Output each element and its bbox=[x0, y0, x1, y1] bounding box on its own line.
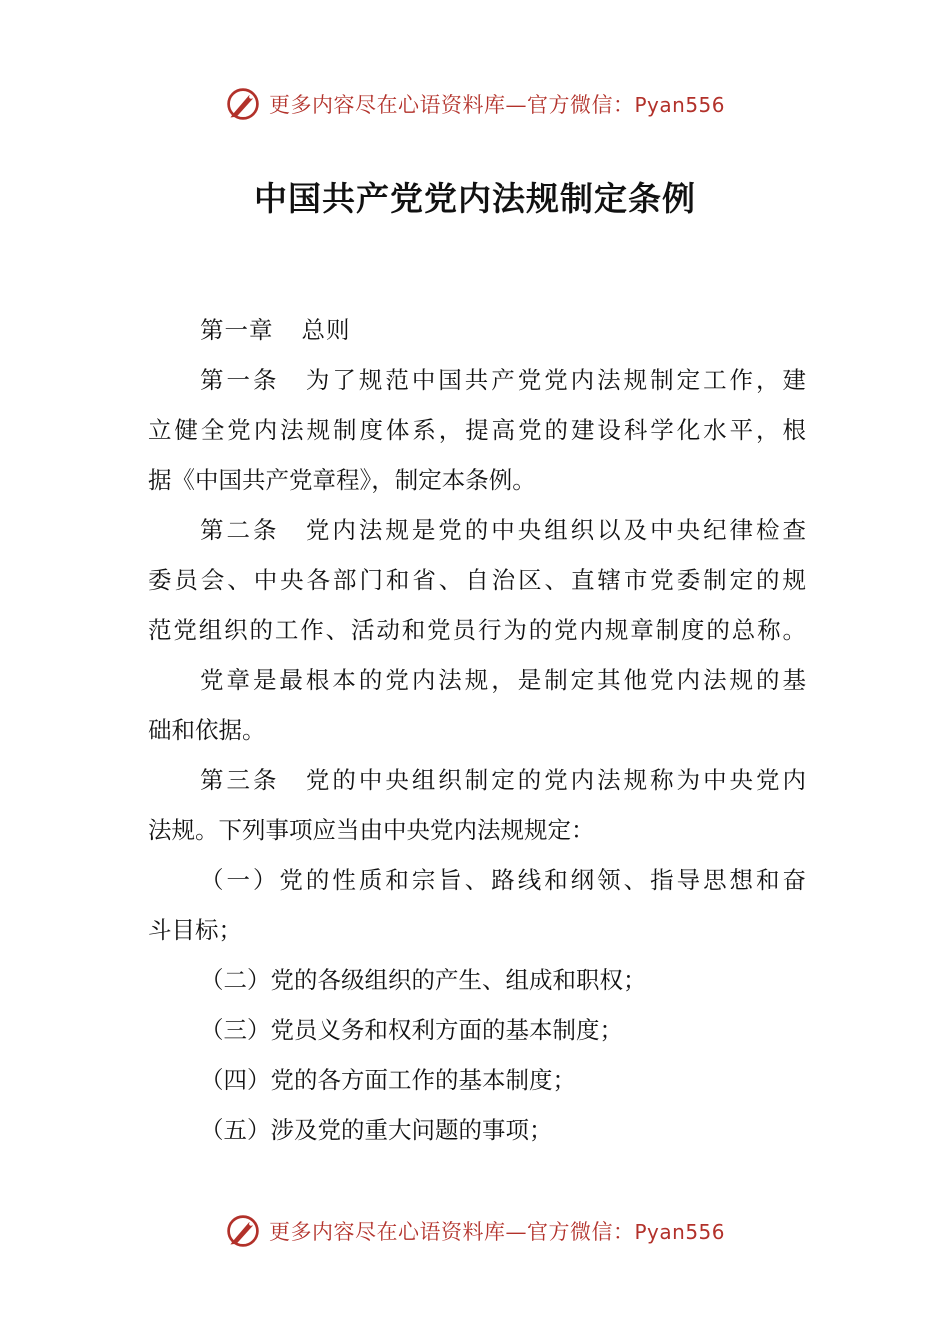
body-line: 范党组织的工作、活动和党员行为的党内规章制度的总称。 bbox=[148, 616, 806, 644]
document-title: 中国共产党党内法规制定条例 bbox=[254, 179, 696, 218]
watermark-top bbox=[0, 82, 950, 126]
document-body bbox=[148, 305, 806, 1155]
watermark-wechat-id: Pyan556 bbox=[634, 93, 725, 117]
body-line: 法规。下列事项应当由中央党内法规规定： bbox=[148, 816, 595, 844]
body-line: 据《中国共产党章程》，制定本条例。 bbox=[148, 466, 536, 494]
body-line: （四）党的各方面工作的基本制度； bbox=[200, 1066, 576, 1094]
body-line: 委员会、中央各部门和省、自治区、直辖市党委制定的规 bbox=[148, 566, 806, 594]
body-line: 础和依据。 bbox=[148, 716, 266, 744]
body-line: （五）涉及党的重大问题的事项； bbox=[200, 1116, 553, 1144]
body-line: 立健全党内法规制度体系，提高党的建设科学化水平，根 bbox=[148, 416, 806, 444]
body-line: 第二条 党内法规是党的中央组织以及中央纪律检查 bbox=[200, 516, 806, 544]
body-line: （一）党的性质和宗旨、路线和纲领、指导思想和奋 bbox=[200, 866, 806, 894]
watermark-bottom bbox=[0, 1209, 950, 1253]
body-line: 第三条 党的中央组织制定的党内法规称为中央党内 bbox=[200, 766, 806, 794]
body-line: （三）党员义务和权利方面的基本制度； bbox=[200, 1016, 623, 1044]
chapter-heading bbox=[148, 305, 806, 355]
body-line: 党章是最根本的党内法规，是制定其他党内法规的基 bbox=[200, 666, 806, 694]
body-line: 斗目标； bbox=[148, 916, 242, 944]
pen-circle-logo-icon bbox=[225, 1213, 261, 1249]
pen-circle-logo-icon bbox=[225, 86, 261, 122]
body-line: （二）党的各级组织的产生、组成和职权； bbox=[200, 966, 647, 994]
chapter-name: 总则 bbox=[301, 316, 351, 344]
body-line: 第一条 为了规范中国共产党党内法规制定工作，建 bbox=[200, 366, 806, 394]
watermark-text: 更多内容尽在心语资料库—官方微信：Pyan556 bbox=[268, 93, 725, 117]
watermark-wechat-id: Pyan556 bbox=[634, 1220, 725, 1244]
chapter-label: 第一章 bbox=[200, 316, 274, 344]
watermark-text: 更多内容尽在心语资料库—官方微信：Pyan556 bbox=[268, 1220, 725, 1244]
